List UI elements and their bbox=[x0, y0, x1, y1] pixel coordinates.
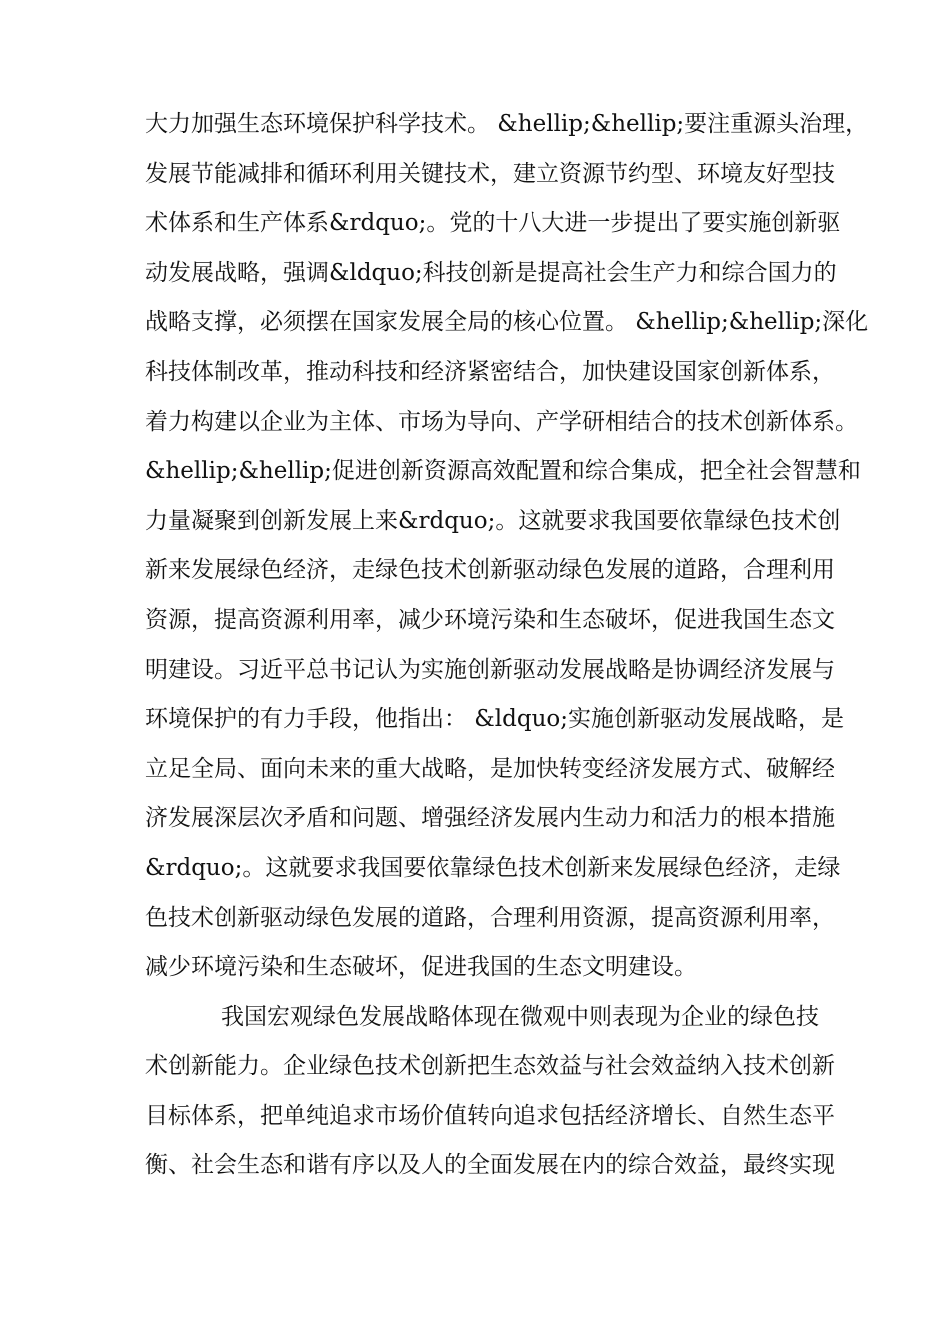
text-line: 着力构建以企业为主体、市场为导向、产学研相结合的技术创新体系。 bbox=[145, 408, 858, 435]
text-line: &rdquo;。这就要求我国要依靠绿色技术创新来发展绿色经济，走绿 bbox=[145, 854, 841, 881]
text-line: 立足全局、面向未来的重大战略，是加快转变经济发展方式、破解经 bbox=[145, 755, 835, 782]
text-line: 术创新能力。企业绿色技术创新把生态效益与社会效益纳入技术创新 bbox=[145, 1053, 835, 1080]
text-line: 衡、社会生态和谐有序以及人的全面发展在内的综合效益，最终实现 bbox=[145, 1152, 835, 1179]
text-line: &hellip;&hellip;促进创新资源高效配置和综合集成，把全社会智慧和 bbox=[145, 458, 861, 485]
text-line: 目标体系，把单纯追求市场价值转向追求包括经济增长、自然生态平 bbox=[145, 1102, 835, 1129]
text-line: 色技术创新驱动绿色发展的道路，合理利用资源，提高资源利用率， bbox=[145, 904, 835, 931]
body-text bbox=[145, 100, 869, 1191]
text-line: 力量凝聚到创新发展上来&rdquo;。这就要求我国要依靠绿色技术创 bbox=[145, 507, 841, 534]
text-line: 新来发展绿色经济，走绿色技术创新驱动绿色发展的道路，合理利用 bbox=[145, 557, 835, 584]
text-line: 发展节能减排和循环利用关键技术，建立资源节约型、环境友好型技 bbox=[145, 160, 835, 187]
text-line: 战略支撑，必须摆在国家发展全局的核心位置。 &hellip;&hellip;深化 bbox=[145, 309, 869, 336]
text-line: 明建设。习近平总书记认为实施创新驱动发展战略是协调经济发展与 bbox=[145, 656, 835, 683]
text-line: 动发展战略，强调&ldquo;科技创新是提高社会生产力和综合国力的 bbox=[145, 259, 837, 286]
text-line: 济发展深层次矛盾和问题、增强经济发展内生动力和活力的根本措施 bbox=[145, 805, 835, 832]
text-line: 减少环境污染和生态破坏，促进我国的生态文明建设。 bbox=[145, 954, 697, 981]
text-line: 术体系和生产体系&rdquo;。党的十八大进一步提出了要实施创新驱 bbox=[145, 210, 841, 237]
text-line: 科技体制改革，推动科技和经济紧密结合，加快建设国家创新体系， bbox=[145, 358, 835, 385]
text-line: 环境保护的有力手段，他指出： &ldquo;实施创新驱动发展战略，是 bbox=[145, 706, 844, 733]
paragraph-first-line: 我国宏观绿色发展战略体现在微观中则表现为企业的绿色技 bbox=[221, 1003, 819, 1030]
text-line: 资源，提高资源利用率，减少环境污染和生态破坏，促进我国生态文 bbox=[145, 606, 835, 633]
text-line: 大力加强生态环境保护科学技术。 &hellip;&hellip;要注重源头治理， bbox=[145, 111, 869, 137]
